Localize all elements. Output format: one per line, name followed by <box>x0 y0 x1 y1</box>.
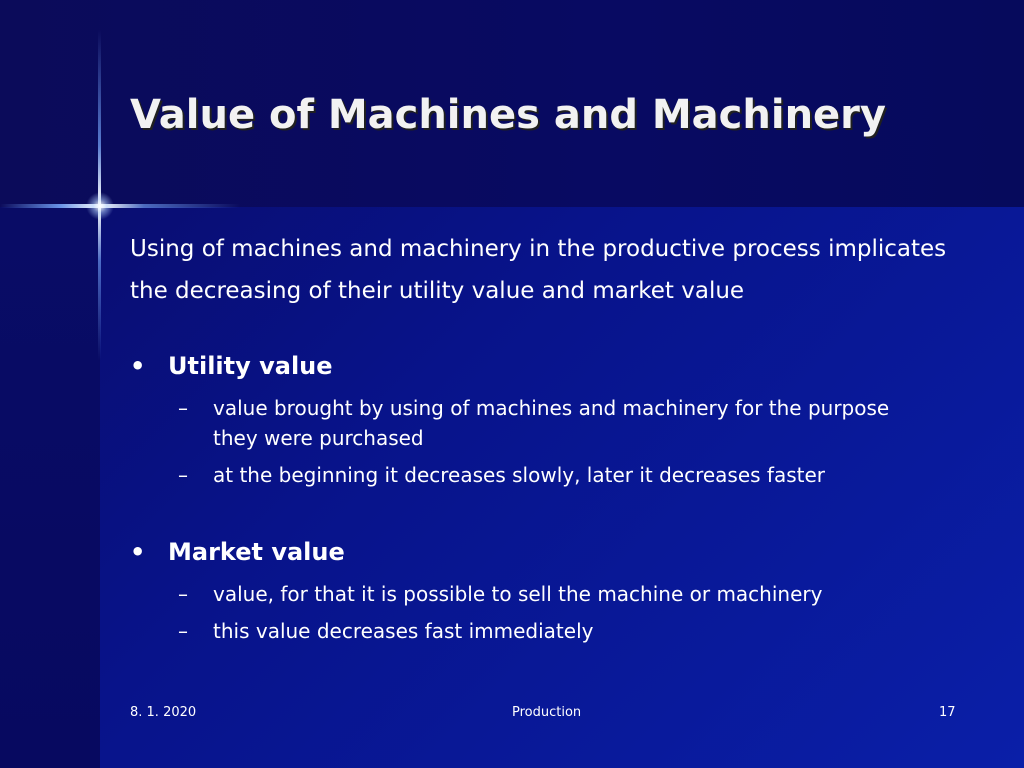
bullet-icon: • <box>130 538 146 566</box>
sub-item-text: this value decreases fast immediately <box>213 619 594 643</box>
dash-icon: – <box>178 619 188 643</box>
sparkle-horizontal-ray <box>0 204 240 208</box>
bullet-label: Utility value <box>168 352 333 380</box>
sub-item-text: value brought by using of machines and machinery for the purpose they were purchased <box>213 396 890 450</box>
footer-title: Production <box>512 705 582 720</box>
bullet-market-value <box>130 538 345 566</box>
dash-icon: – <box>178 582 188 606</box>
sub-item-text: value, for that it is possible to sell the machine or machinery <box>213 582 823 606</box>
footer-date: 8. 1. 2020 <box>130 705 197 720</box>
page-number: 17 <box>939 705 956 720</box>
intro-text: Using of machines and machinery in the productive process implicates the decreasing of their utility value and market value <box>130 236 947 304</box>
bullet-label: Market value <box>168 538 345 566</box>
bullet-utility-value <box>130 352 333 380</box>
dash-icon: – <box>178 396 188 420</box>
slide-title: Value of Machines and Machinery <box>130 92 886 138</box>
bullet-icon: • <box>130 352 146 380</box>
sparkle-icon <box>86 192 114 220</box>
dash-icon: – <box>178 463 188 487</box>
sub-item <box>178 460 938 490</box>
sub-item <box>178 579 938 609</box>
sub-item <box>178 616 938 646</box>
sub-item-text: at the beginning it decreases slowly, later it decreases faster <box>213 463 826 487</box>
left-band <box>0 207 100 768</box>
sub-item <box>178 393 938 453</box>
